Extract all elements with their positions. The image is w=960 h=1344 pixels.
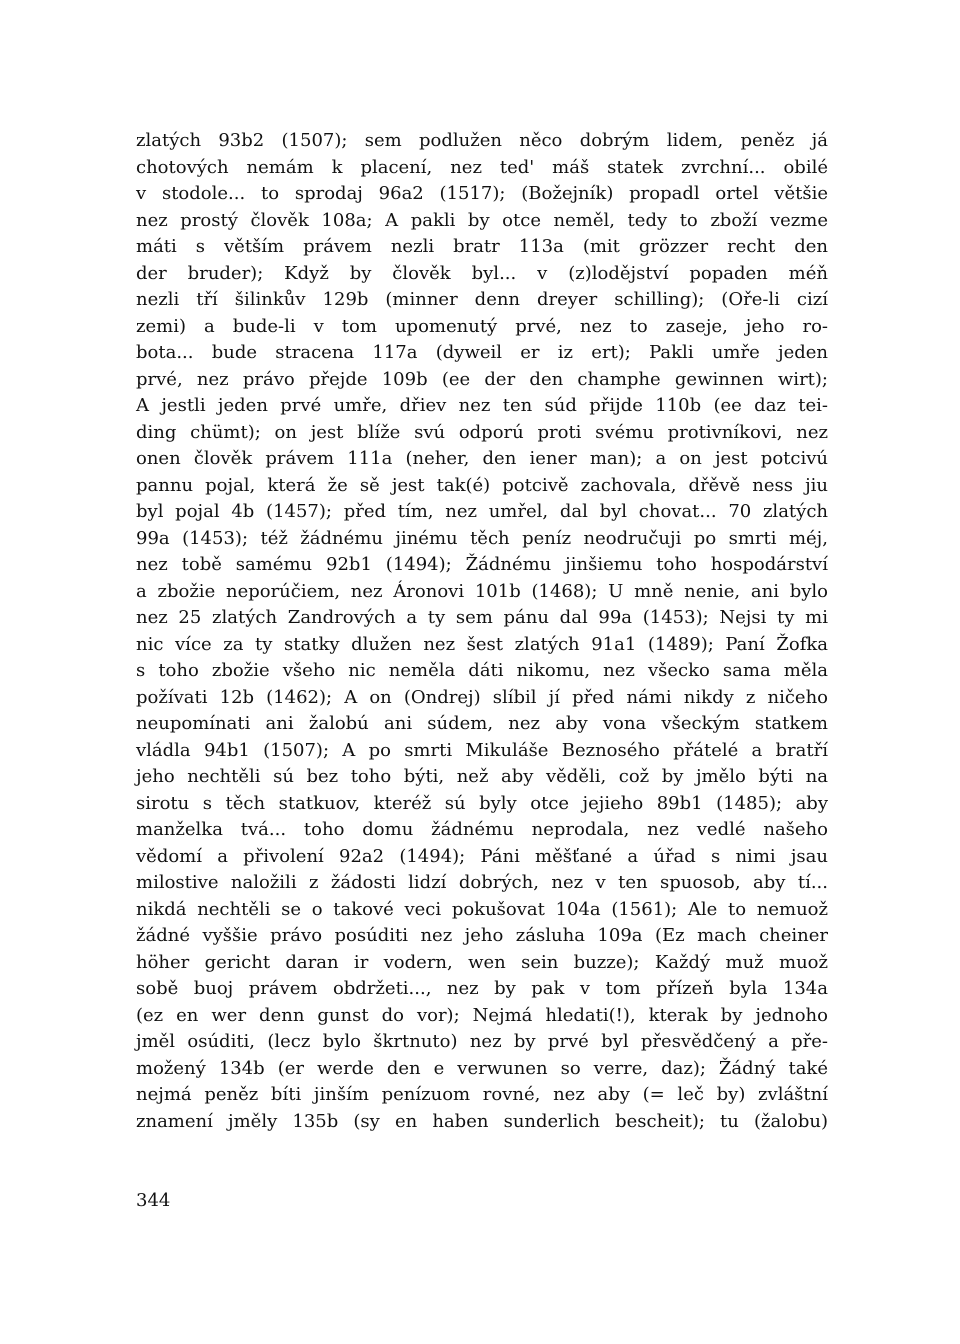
text-line: (ez en wer denn gunst do vor); Nejmá hledati(!), kterak by jednoho [136, 1004, 828, 1026]
text-line: nezli tří šilinkův 129b (minner denn dreyer schilling); (Oře-li cizí [136, 289, 828, 310]
text-line: s toho zbožie všeho nic neměla dáti nikomu, nez všecko sama měla [136, 660, 828, 681]
text-line: požívati 12b (1462); A on (Ondrej) slíbil jí před námi nikdy z ničeho [136, 686, 828, 708]
text-line: vládla 94b1 (1507); A po smrti Mikuláše Beznosého přátelé a bratří [136, 739, 828, 761]
text-line: neupomínati ani žalobú ani súdem, nez aby vona všeckým statkem [136, 713, 828, 734]
text-line: znamení jměly 135b (sy en haben sunderlich bescheit); tu (žalobu) [136, 1110, 828, 1132]
text-line: höher gericht daran ir vodern, wen sein buzze); Každý muž muož [136, 951, 828, 973]
text-line: jměl osúditi, (lecz bylo škrtnuto) nez by prvé byl přesvědčený a pře- [136, 1031, 828, 1052]
text-line: 99a (1453); též žádnému jinému těch peníz neodručuji po smrti méj, [136, 527, 828, 549]
text-line: manželka tvá... toho domu žádnému neprodala, nez vedlé našeho [136, 819, 828, 840]
text-line: onen člověk právem 111a (neher, den iener man); a on jest potcivú [136, 448, 828, 469]
text-line: zlatých 93b2 (1507); sem podlužen něco dobrým lidem, peněz já [136, 130, 828, 151]
text-line: žádné vyššie právo posúditi nez jeho zásluha 109a (Ez mach cheiner [136, 925, 828, 946]
text-line: nic více za ty statky dlužen nez šest zlatých 91a1 (1489); Paní Žofka [136, 633, 828, 655]
text-line: chotových nemám k placení, nez ted' máš statek zvrchní... obilé [136, 156, 828, 178]
text-line: milostive naložili z žádosti lidzí dobrých, nez v ten spuosob, aby tí... [136, 872, 828, 893]
text-line: nejmá peněz bíti jinším penízuom rovné, nez aby (= leč by) zvláštní [136, 1084, 828, 1105]
text-line: nikdá nechtěli se o takové veci pokušovat 104a (1561); Ale to nemuož [136, 898, 828, 920]
text-line: jeho nechtěli sú bez toho býti, než aby věděli, což by jmělo býti na [136, 766, 828, 787]
text-line: a zbožie neporúčiem, nez Áronovi 101b (1468); U mně nenie, ani bylo [136, 580, 828, 602]
text-line: v stodole... to sprodaj 96a2 (1517); (Božejník) propadl ortel většie [136, 183, 828, 204]
text-line: nez tobě samému 92b1 (1494); Žádnému jinšiemu toho hospodárství [136, 554, 828, 575]
text-line: možený 134b (er werde den e verwunen so verre, daz); Žádný také [136, 1057, 828, 1079]
text-line: nez prostý člověk 108a; A pakli by otce neměl, tedy to zboží vezme [136, 209, 828, 231]
text-line: ding chümt); on jest blíže svú odporú proti svému protivníkovi, nez [136, 421, 828, 443]
text-line: máti s větším právem nezli bratr 113a (mit grözzer recht den [136, 236, 828, 257]
text-line: pannu pojal, která že sě jest tak(é) potcivě zachovala, dřěvě ness jiu [136, 474, 828, 496]
text-line: nez 25 zlatých Zandrových a ty sem pánu dal 99a (1453); Nejsi ty mi [136, 607, 828, 628]
page-number: 344 [136, 1190, 171, 1211]
text-line: prvé, nez právo přejde 109b (ee der den champhe gewinnen wirt); [136, 368, 828, 390]
text-line: sirotu s těch statkuov, kteréž sú byly otce jejieho 89b1 (1485); aby [136, 792, 828, 814]
text-line: byl pojal 4b (1457); před tím, nez umřel, dal byl chovat... 70 zlatých [136, 501, 828, 522]
body-text [136, 128, 828, 1135]
text-line: A jestli jeden prvé umře, dřiev nez ten súd přijde 110b (ee daz tei- [136, 395, 828, 416]
text-line: sobě buoj právem obdržeti..., nez by pak v tom přízeň byla 134a [136, 978, 828, 999]
text-line: bota... bude stracena 117a (dyweil er iz ert); Pakli umře jeden [136, 342, 828, 363]
text-line: der bruder); Když by člověk byl... v (z)lodějství popaden méň [136, 262, 828, 284]
text-line: zemi) a bude-li v tom upomenutý prvé, nez to zaseje, jeho ro- [136, 315, 828, 337]
text-line: vědomí a přivolení 92a2 (1494); Páni měšťané a úřad s nimi jsau [136, 845, 828, 867]
